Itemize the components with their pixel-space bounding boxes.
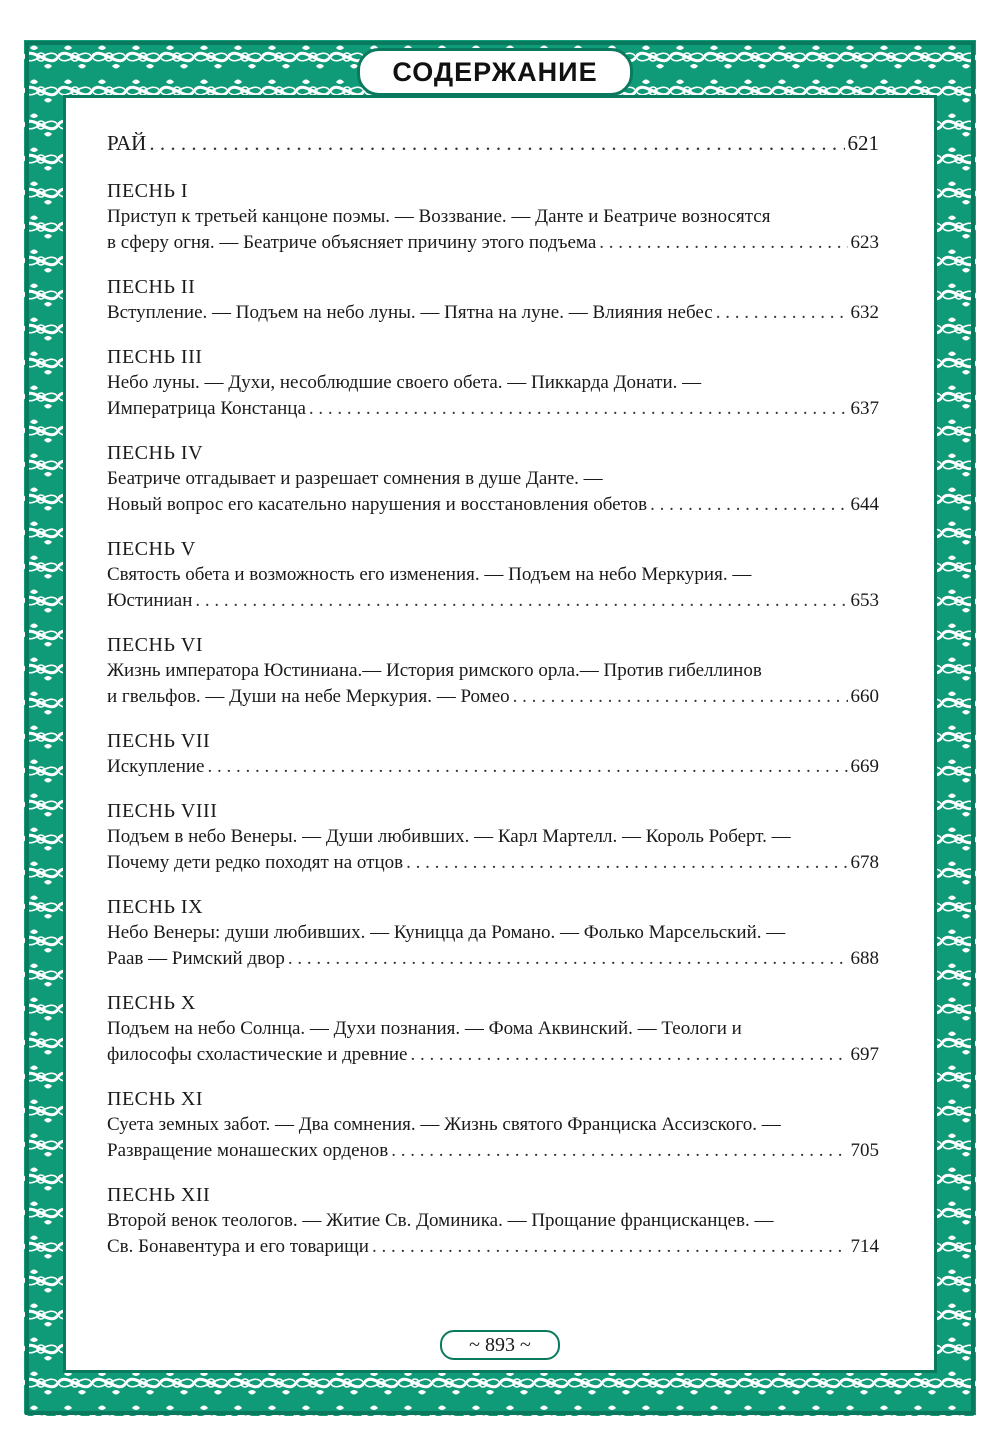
section-description-line: Подъем в небо Венеры. — Души любивших. — Карл Мартелл. — Король Роберт. —	[107, 826, 791, 847]
dot-leader	[309, 396, 848, 422]
toc-section[interactable]	[107, 632, 879, 710]
section-title: ПЕСНЬ VIII	[107, 800, 218, 822]
entry-label: Развращение монашеских орденов	[107, 1140, 389, 1161]
entry-label: Вступление. — Подъем на небо луны. — Пятна на луне. — Влияния небес	[107, 302, 713, 323]
section-description-line: Небо Венеры: души любивших. — Куницца да Романо. — Фолько Марсельский. —	[107, 922, 786, 943]
entry-page: 637	[850, 398, 879, 419]
dot-leader	[513, 684, 848, 710]
entry-page: 621	[847, 131, 879, 155]
entry-page: 653	[850, 590, 879, 611]
section-entry-line	[107, 946, 879, 972]
entry-page: 688	[850, 948, 879, 969]
entry-label: Раав — Римский двор	[107, 948, 285, 969]
section-description-line: Подъем на небо Солнца. — Духи познания. — Фома Аквинский. — Теологи и	[107, 1018, 742, 1039]
toc-section[interactable]	[107, 274, 879, 326]
section-description-line: Суета земных забот. — Два сомнения. — Жизнь святого Франциска Ассизского. —	[107, 1114, 781, 1135]
section-entry-line	[107, 230, 879, 256]
section-description-line: Беатриче отгадывает и разрешает сомнения в душе Данте. —	[107, 468, 603, 489]
section-entry-line	[107, 492, 879, 518]
toc-section[interactable]	[107, 178, 879, 256]
dot-leader	[410, 1042, 847, 1068]
entry-label: философы схоластические и древние	[107, 1044, 408, 1065]
dot-leader	[207, 754, 847, 780]
section-title: ПЕСНЬ XI	[107, 1088, 204, 1110]
section-description-line: Жизнь императора Юстиниана.— История римского орла.— Против гибеллинов	[107, 660, 762, 681]
section-entry-line	[107, 684, 879, 710]
entry-page: 623	[850, 232, 879, 253]
toc-section[interactable]	[107, 1182, 879, 1260]
toc-entry-paradise[interactable]	[107, 130, 879, 156]
section-title: ПЕСНЬ X	[107, 992, 196, 1014]
section-entry-line	[107, 850, 879, 876]
dot-leader	[650, 492, 847, 518]
entry-label: Почему дети редко походят на отцов	[107, 852, 404, 873]
dot-leader	[716, 300, 848, 326]
entry-page: 678	[850, 852, 879, 873]
section-description-line: Святость обета и возможность его изменения. — Подъем на небо Меркурия. —	[107, 564, 752, 585]
toc-section[interactable]	[107, 798, 879, 876]
section-title: ПЕСНЬ III	[107, 346, 203, 368]
section-entry-line	[107, 1042, 879, 1068]
page-number-plate	[440, 1330, 560, 1360]
section-title: ПЕСНЬ IX	[107, 896, 204, 918]
section-entry-line	[107, 1234, 879, 1260]
section-title: ПЕСНЬ IV	[107, 442, 204, 464]
section-description-line: Небо луны. — Духи, несоблюдшие своего обета. — Пиккарда Донати. —	[107, 372, 702, 393]
toc-section[interactable]	[107, 344, 879, 422]
entry-label: и гвельфов. — Души на небе Меркурия. — Ромео	[107, 686, 510, 707]
toc-section[interactable]	[107, 728, 879, 780]
section-entry-line	[107, 1138, 879, 1164]
entry-label: РАЙ	[107, 131, 147, 155]
entry-label: Юстиниан	[107, 590, 193, 611]
entry-label: Новый вопрос его касательно нарушения и восстановления обетов	[107, 494, 648, 515]
entry-page: 644	[850, 494, 879, 515]
entry-label: в сферу огня. — Беатриче объясняет причину этого подъема	[107, 232, 597, 253]
dot-leader	[372, 1234, 848, 1260]
entry-label: Императрица Констанца	[107, 398, 306, 419]
toc-section[interactable]	[107, 894, 879, 972]
dot-leader	[288, 946, 848, 972]
section-description-line: Приступ к третьей канцоне поэмы. — Воззвание. — Данте и Беатриче возносятся	[107, 206, 771, 227]
entry-page: 697	[850, 1044, 879, 1065]
entry-page: 669	[850, 756, 879, 777]
section-title: ПЕСНЬ XII	[107, 1184, 211, 1206]
table-of-contents	[107, 130, 879, 1278]
dot-leader	[391, 1138, 847, 1164]
title-plate	[357, 48, 633, 96]
dot-leader	[599, 230, 847, 256]
entry-page: 632	[850, 302, 879, 323]
section-title: ПЕСНЬ II	[107, 276, 196, 298]
entry-label: Искупление	[107, 756, 205, 777]
section-entry-line	[107, 754, 879, 780]
section-title: ПЕСНЬ VI	[107, 634, 204, 656]
toc-section[interactable]	[107, 536, 879, 614]
section-title: ПЕСНЬ I	[107, 180, 189, 202]
entry-page: 705	[850, 1140, 879, 1161]
toc-section[interactable]	[107, 990, 879, 1068]
section-title: ПЕСНЬ VII	[107, 730, 211, 752]
entry-label: Св. Бонавентура и его товарищи	[107, 1236, 369, 1257]
page-title: СОДЕРЖАНИЕ	[392, 56, 598, 87]
toc-section[interactable]	[107, 1086, 879, 1164]
section-entry-line	[107, 588, 879, 614]
dot-leader	[195, 588, 847, 614]
entry-page: 714	[850, 1236, 879, 1257]
dot-leader	[149, 130, 844, 156]
entry-page: 660	[850, 686, 879, 707]
section-title: ПЕСНЬ V	[107, 538, 196, 560]
section-description-line: Второй венок теологов. — Житие Св. Доминика. — Прощание францисканцев. —	[107, 1210, 774, 1231]
section-entry-line	[107, 300, 879, 326]
dot-leader	[406, 850, 847, 876]
section-entry-line	[107, 396, 879, 422]
toc-section[interactable]	[107, 440, 879, 518]
page-number: ~ 893 ~	[469, 1333, 531, 1356]
